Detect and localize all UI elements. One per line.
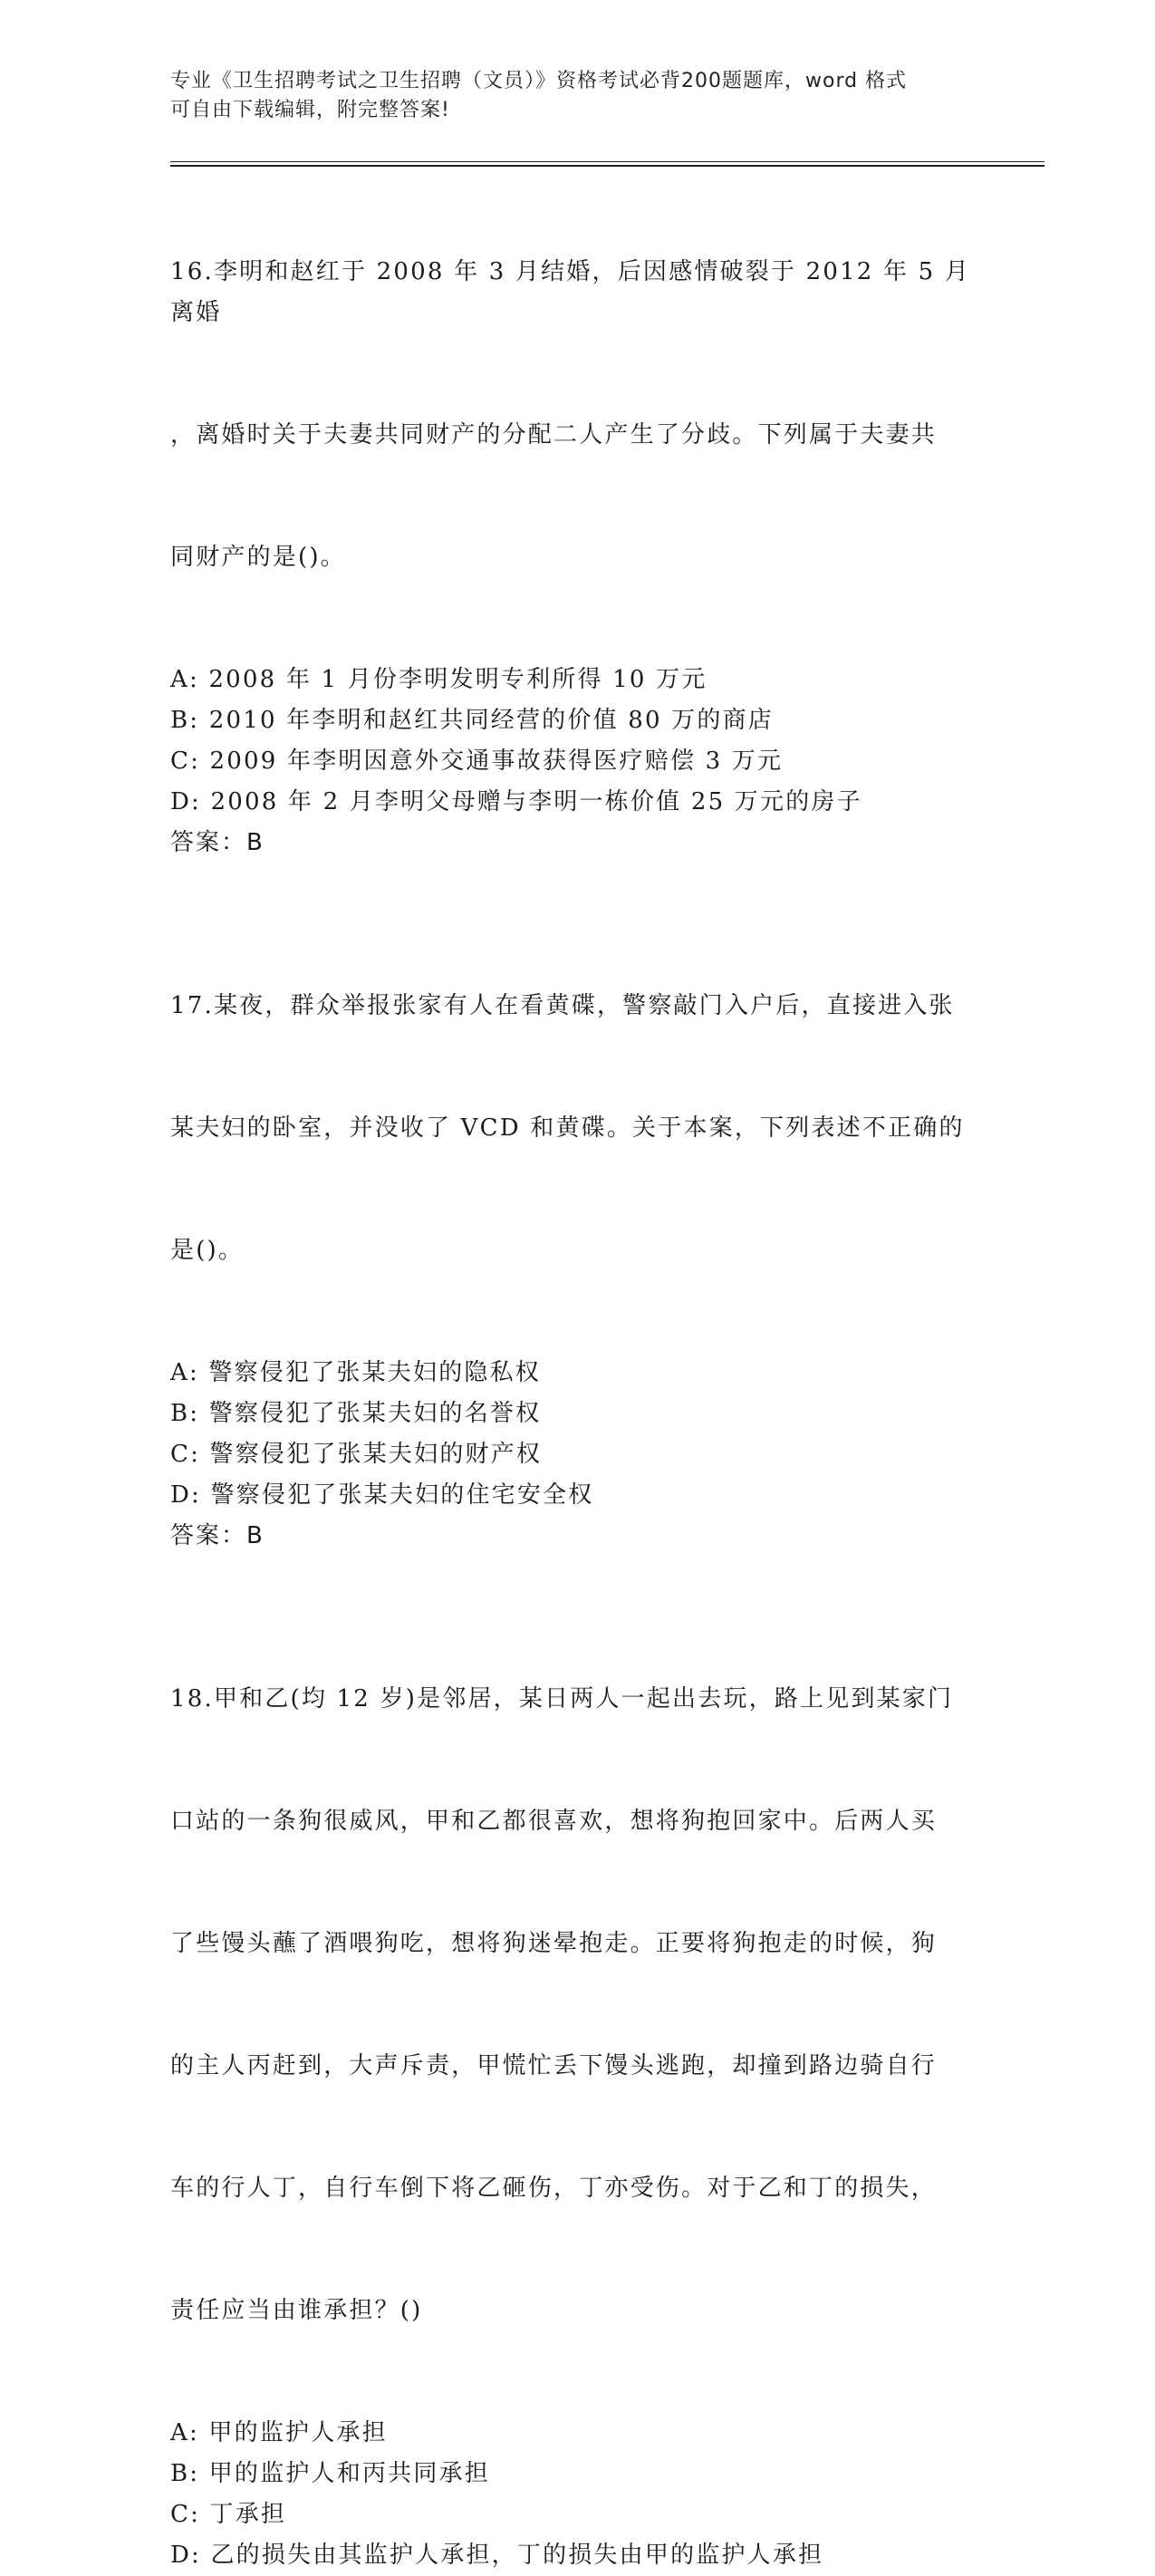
header-line-1: 专业《卫生招聘考试之卫生招聘（文员）》资格考试必背200题题库，word 格式 [170, 70, 908, 92]
stem-line: 17.某夜，群众举报张家有人在看黄碟，警察敲门入户后，直接进入张 [170, 992, 955, 1019]
question-18 [170, 1597, 986, 2576]
stem-line: 是()。 [170, 1237, 245, 1264]
question-17 [170, 904, 986, 1557]
option-a: A: 警察侵犯了张某夫妇的隐私权 [170, 1359, 542, 1386]
stem-line: 车的行人丁，自行车倒下将乙砸伤，丁亦受伤。对于乙和丁的损失， [170, 2175, 938, 2202]
header-divider-thick [170, 165, 1044, 167]
stem-line: 同财产的是()。 [170, 544, 346, 571]
question-16 [170, 170, 986, 863]
question-spacer [170, 1557, 986, 1597]
option-b: B: 警察侵犯了张某夫妇的名誉权 [170, 1400, 542, 1427]
question-stem [170, 904, 986, 1353]
answer-label: 答案：B [170, 829, 265, 856]
stem-line: 责任应当由谁承担？() [170, 2297, 423, 2324]
header-line-2: 可自由下载编辑，附完整答案! [170, 99, 450, 121]
stem-line: ，离婚时关于夫妻共同财产的分配二人产生了分歧。下列属于夫妻共 [170, 421, 938, 449]
header-divider-thin [170, 161, 1044, 162]
option-d: D: 乙的损失由其监护人承担，丁的损失由甲的监护人承担 [170, 2542, 824, 2569]
stem-line: 的主人丙赶到，大声斥责，甲慌忙丢下馒头逃跑，却撞到路边骑自行 [170, 2052, 938, 2079]
answer-label: 答案：B [170, 1522, 265, 1549]
stem-line: 口站的一条狗很威风，甲和乙都很喜欢，想将狗抱回家中。后两人买 [170, 1808, 938, 1835]
stem-line: 18.甲和乙(均 12 岁)是邻居，某日两人一起出去玩，路上见到某家门 [170, 1685, 954, 1713]
option-b: B: 甲的监护人和丙共同承担 [170, 2460, 490, 2487]
document-header [170, 67, 986, 125]
stem-line: 16.李明和赵红于 2008 年 3 月结婚，后因感情破裂于 2012 年 5 月离婚 [170, 258, 971, 326]
option-a: A: 甲的监护人承担 [170, 2419, 388, 2446]
question-stem [170, 1597, 986, 2413]
option-a: A: 2008 年 1 月份李明发明专利所得 10 万元 [170, 666, 707, 693]
stem-line: 某夫妇的卧室，并没收了 VCD 和黄碟。关于本案，下列表述不正确的 [170, 1114, 965, 1142]
option-c: C: 2009 年李明因意外交通事故获得医疗赔偿 3 万元 [170, 748, 784, 775]
option-d: D: 2008 年 2 月李明父母赠与李明一栋价值 25 万元的房子 [170, 788, 862, 815]
option-c: C: 警察侵犯了张某夫妇的财产权 [170, 1441, 543, 1468]
option-c: C: 丁承担 [170, 2501, 287, 2528]
question-stem [170, 170, 986, 660]
option-d: D: 警察侵犯了张某夫妇的住宅安全权 [170, 1481, 594, 1509]
option-b: B: 2010 年李明和赵红共同经营的价值 80 万的商店 [170, 707, 774, 734]
question-spacer [170, 863, 986, 904]
stem-line: 了些馒头蘸了酒喂狗吃，想将狗迷晕抱走。正要将狗抱走的时候，狗 [170, 1930, 938, 1957]
document-body [170, 170, 986, 2576]
